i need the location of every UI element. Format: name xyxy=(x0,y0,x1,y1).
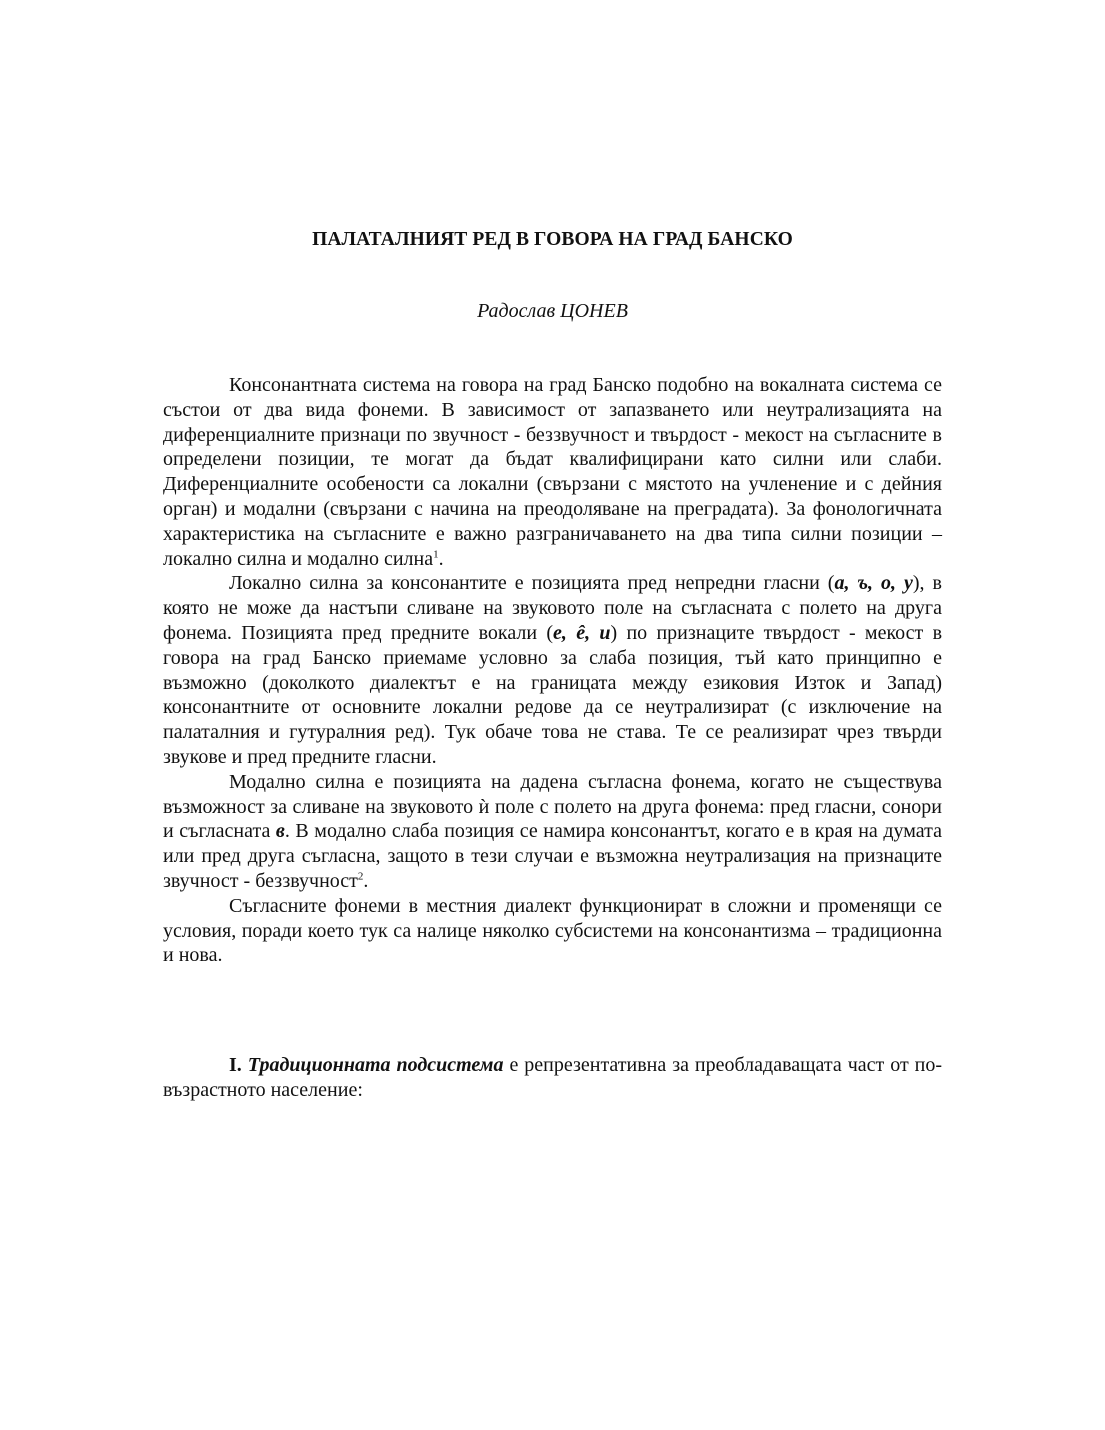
section-1 xyxy=(163,1053,942,1103)
paragraph-3 xyxy=(163,770,942,894)
paragraph-1 xyxy=(163,373,942,571)
paragraph-3-text-a: Модално силна е позицията на дадена съгласна фонема, когато не съществува възможност за сливане на звуковото ѝ поле с полето на друга фонема: пред гласни, сонори и съгласната xyxy=(163,770,942,843)
paragraph-4: Съгласните фонеми в местния диалект функционират в сложни и променящи се условия, поради което тук са налице няколко субсистеми на консонантизма – традиционна и нова. xyxy=(163,894,942,967)
consonant-v: в xyxy=(275,820,285,843)
footnote-ref-1[interactable]: 1 xyxy=(433,547,439,560)
paragraph-2-text-a: Локално силна за консонантите е позицията пред непредни гласни ( xyxy=(229,572,835,595)
section-1-paragraph xyxy=(163,1053,942,1103)
paragraph-2-text-c: ) по признаците твърдост - мекост в говора на град Банско приемаме условно за слаба позиция, тъй като принципно е възможно (доколкото диалектът е на границата между езиковия Изток и Запад) консонантните от основните локални редове да се неутрализират (с изключение на палаталния и гутуралния ред). Тук обаче това не става. Те се реализират чрез твърди звукове и пред предните гласни. xyxy=(163,621,943,768)
section-1-text: е репрезентативна за преобладаващата част от по-възрастното население: xyxy=(163,1054,942,1101)
front-vowels: е, ê, и xyxy=(553,621,611,644)
paragraph-2 xyxy=(163,571,942,769)
section-number: I. xyxy=(229,1054,242,1076)
section-heading: Традиционната подсистема xyxy=(247,1054,504,1076)
footnote-ref-2[interactable]: 2 xyxy=(357,870,364,883)
paragraph-2-text-b: ), в която не може да настъпи сливане на звуковото поле на съгласната с полето на друга фонема. Позицията пред предните вокали ( xyxy=(163,572,942,644)
paragraph-1-text: Консонантната система на говора на град Банско подобно на вокалната система се състои от два вида фонеми. В зависимост от запазването или неутрализацията на диференциалните признаци по звучност - беззвучност и твърдост - мекост на съгласните в определени позиции, те могат да бъдат квалифицирани като силни или слаби. Диференциалните особености са локални (свързани с мястото на учленение и с дейния орган) и модални (свързани с начина на преодоляване на преградата). За фонологичната характеристика на съгласните е важно разграничаването на два типа силни позиции – локално силна и модално силна xyxy=(163,374,942,570)
article-body xyxy=(163,373,942,968)
paragraph-3-end: . xyxy=(363,869,369,892)
paragraph-3-text-b: . В модално слаба позиция се намира консонантът, когато е в края на думата или пред друга съгласна, защото в тези случаи е възможна неутрализация на признаците звучност - беззвучност xyxy=(163,820,942,892)
author-name: Радослав ЦОНЕВ xyxy=(477,300,628,322)
article-title: ПАЛАТАЛНИЯТ РЕД В ГОВОРА НА ГРАД БАНСКО xyxy=(312,229,793,250)
non-front-vowels: а, ъ, о, у xyxy=(834,572,913,595)
paragraph-1-end: . xyxy=(438,547,444,570)
